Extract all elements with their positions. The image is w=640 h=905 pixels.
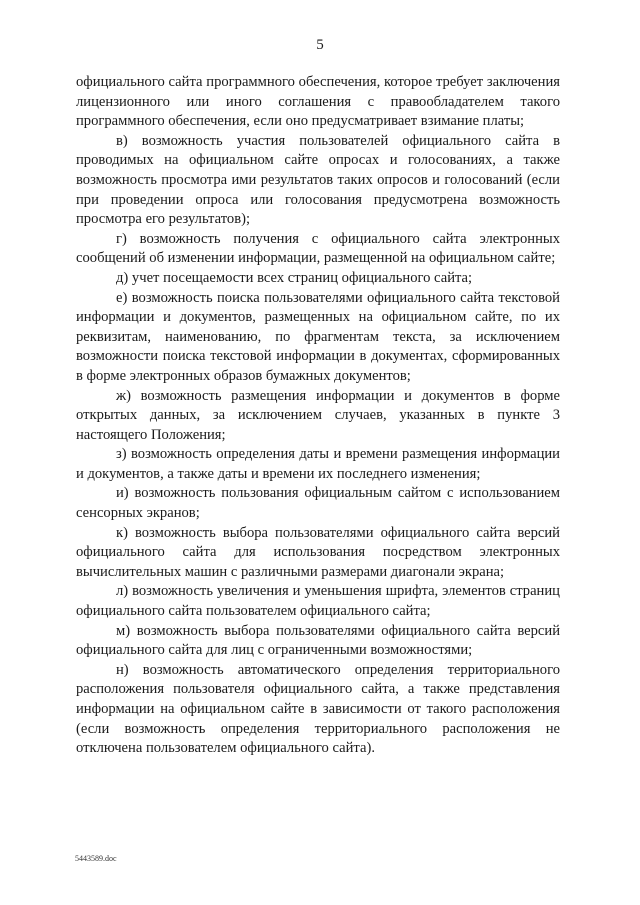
paragraph-item-g: г) возможность получения с официального сайта электронных сообщений об изменении информации, размещенной на официальном сайте; <box>76 230 560 267</box>
paragraph-item-v: в) возможность участия пользователей официального сайта в проводимых на официальном сайте опросах и голосованиях, а также возможность просмотра ими результатов таких опросов и голосований (если при проведении опроса или голосования предусмотрена возможность просмотра его результатов); <box>76 132 560 228</box>
paragraph-item-d: д) учет посещаемости всех страниц официального сайта; <box>116 269 473 286</box>
footer-file-name: 5443589.doc <box>75 854 117 863</box>
page-number: 5 <box>316 37 324 53</box>
paragraph-item-m: м) возможность выбора пользователями официального сайта версий официального сайта для лиц с ограниченными возможностями; <box>76 622 560 659</box>
paragraph-item-z: з) возможность определения даты и времени размещения информации и документов, а также даты и времени их последнего изменения; <box>76 446 560 482</box>
paragraph-continuation: официального сайта программного обеспечения, которое требует заключения лицензионного или иного соглашения с правообладателем такого программного обеспечения, если оно предусматривает взимание платы; <box>76 74 560 130</box>
paragraph-item-zh: ж) возможность размещения информации и документов в форме открытых данных, за исключением случаев, указанных в пункте 3 настоящего Положения; <box>76 387 560 443</box>
paragraph-item-n: н) возможность автоматического определения территориального расположения пользователя официального сайта, а также представления информации на официальном сайте в зависимости от такого расположения (если возможность определения территориального расположения не отключена пользователем официального сайта). <box>76 661 560 757</box>
paragraph-item-l: л) возможность увеличения и уменьшения шрифта, элементов страниц официального сайта пользователем официального сайта; <box>76 583 560 620</box>
paragraph-item-e: е) возможность поиска пользователями официального сайта текстовой информации и документов, размещенных на официальном сайте, по их реквизитам, наименованию, по фрагментам текста, за исключением возможности поиска текстовой информации в документах, сформированных в форме электронных образов бумажных документов; <box>76 289 560 384</box>
paragraph-item-k: к) возможность выбора пользователями официального сайта версий официального сайта для использования посредством электронных вычислительных машин с различными размерами диагонали экрана; <box>76 524 560 580</box>
document-body <box>76 73 560 759</box>
paragraph-item-i: и) возможность пользования официальным сайтом с использованием сенсорных экранов; <box>76 485 560 522</box>
